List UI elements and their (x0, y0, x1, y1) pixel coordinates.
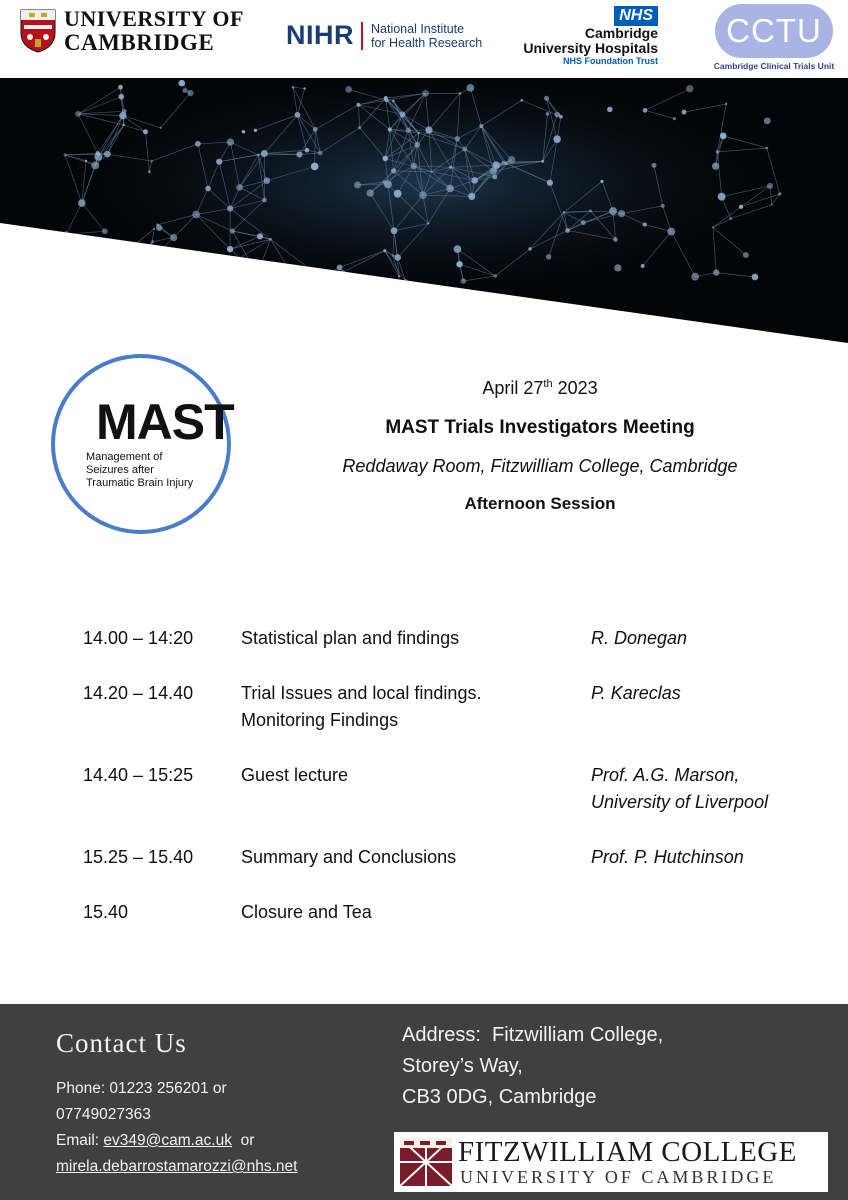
schedule-topic: Guest lecture (241, 765, 349, 785)
nhs-badge: NHS (614, 6, 658, 26)
mast-logo (50, 353, 232, 535)
address-line1: Address: Fitzwilliam College, (402, 1024, 664, 1046)
nhs-line1: Cambridge (584, 25, 658, 41)
phone-line1: Phone: 01223 256201 or (56, 1080, 227, 1097)
schedule-speaker: Prof. P. Hutchinson (591, 847, 744, 867)
schedule-row (83, 844, 823, 871)
address-line3: CB3 0DG, Cambridge (402, 1086, 597, 1108)
schedule-speaker: Prof. A.G. Marson, University of Liverpool (591, 765, 769, 812)
cctu-mark: CCTU (715, 4, 833, 58)
address-line2: Storey’s Way, (402, 1055, 523, 1077)
email-or: or (231, 1132, 255, 1149)
mast-line1: Management of (86, 451, 163, 463)
mast-line3: Traumatic Brain Injury (86, 477, 194, 489)
email-link-cam[interactable]: ev349@cam.ac.uk (103, 1132, 232, 1149)
nihr-divider (361, 22, 363, 50)
schedule-time: 14.40 – 15:25 (83, 765, 194, 785)
fitzwilliam-sub: UNIVERSITY OF CAMBRIDGE (460, 1167, 777, 1187)
event-info (300, 378, 780, 514)
nhs-line3: NHS Foundation Trust (563, 56, 658, 66)
schedule-topic: Summary and Conclusions (241, 847, 457, 867)
nihr-line1: National Institute (371, 21, 465, 36)
fitzwilliam-name: FITZWILLIAM COLLEGE (458, 1136, 797, 1168)
schedule-time: 15.25 – 15.40 (83, 847, 194, 867)
fitzwilliam-logo[interactable] (394, 1132, 828, 1192)
event-session: Afternoon Session (464, 494, 616, 513)
nihr-logo[interactable] (286, 20, 482, 51)
schedule-row (83, 762, 823, 816)
email-line (56, 1128, 386, 1154)
network-banner-image (0, 78, 848, 343)
schedule-row (83, 680, 823, 734)
contact-footer (0, 1004, 848, 1200)
schedule-topic: Statistical plan and findings (241, 628, 460, 648)
nhs-logo[interactable] (518, 6, 658, 67)
logo-header (0, 0, 848, 78)
email-link-nhs[interactable]: mirela.debarrostamarozzi@nhs.net (56, 1158, 298, 1175)
fitzwilliam-crest-icon (400, 1138, 452, 1186)
contact-details (56, 1076, 386, 1180)
cctu-subtitle: Cambridge Clinical Trials Unit (713, 61, 835, 71)
schedule-row (83, 899, 823, 926)
schedule-topic: Closure and Tea (241, 902, 372, 922)
event-date: April 27th 2023 (482, 378, 598, 398)
schedule-time: 14.20 – 14.40 (83, 683, 194, 703)
schedule-row (83, 625, 823, 652)
schedule-speaker: R. Donegan (591, 628, 688, 648)
nihr-line2: for Health Research (371, 35, 483, 50)
cctu-logo[interactable] (712, 4, 836, 71)
schedule-time: 14.00 – 14:20 (83, 628, 194, 648)
schedule-topic: Trial Issues and local findings. Monitoring Findings (241, 683, 482, 730)
nihr-mark: NIHR (286, 20, 354, 50)
phone-line2: 07749027363 (56, 1106, 151, 1123)
email-label: Email: (56, 1132, 104, 1149)
event-venue: Reddaway Room, Fitzwilliam College, Cambridge (342, 456, 738, 476)
event-title: MAST Trials Investigators Meeting (385, 417, 695, 438)
cambridge-line1: UNIVERSITY OF (64, 6, 244, 31)
schedule-speaker: P. Kareclas (591, 683, 681, 703)
schedule-speaker (591, 899, 821, 926)
mast-wordmark: MAST (96, 394, 234, 450)
schedule-time: 15.40 (83, 902, 129, 922)
cambridge-shield-icon (20, 9, 56, 53)
cambridge-logo[interactable] (20, 6, 244, 56)
mast-line2: Seizures after (86, 464, 154, 476)
nhs-line2: University Hospitals (523, 40, 658, 56)
contact-title: Contact Us (56, 1028, 187, 1058)
schedule-table (83, 625, 823, 954)
cambridge-line2: CAMBRIDGE (64, 30, 215, 55)
address-block (402, 1020, 663, 1113)
